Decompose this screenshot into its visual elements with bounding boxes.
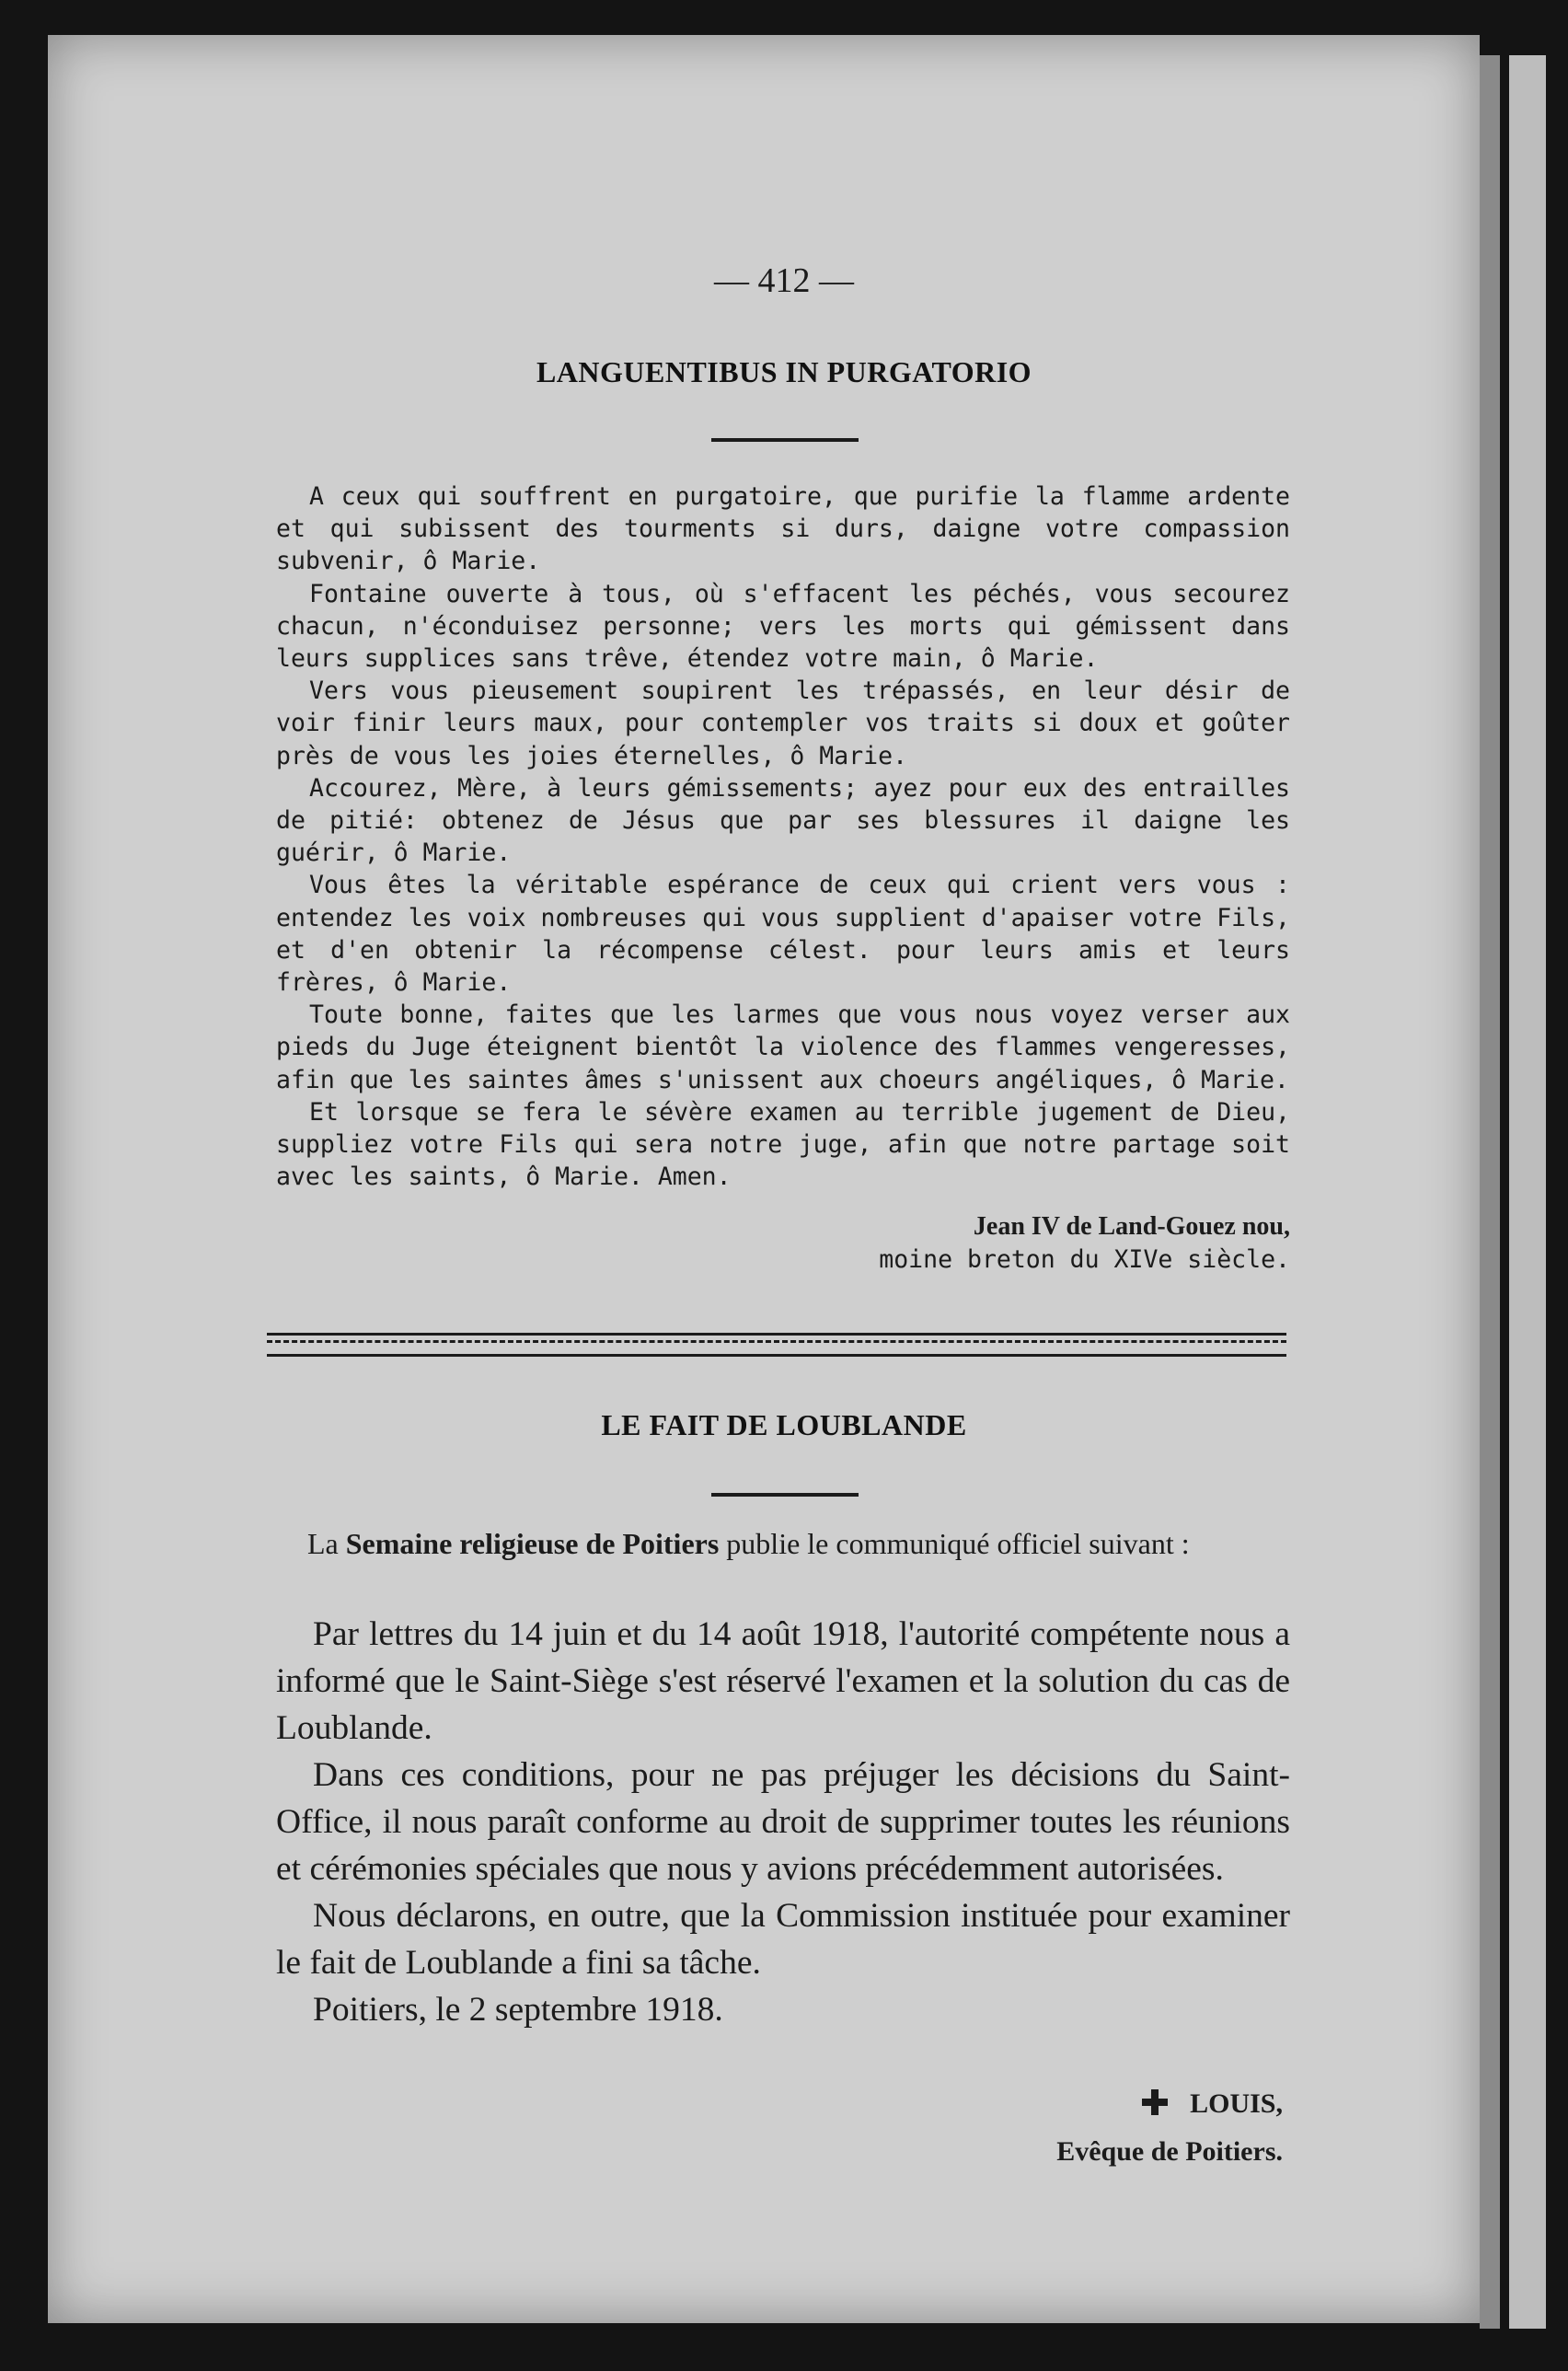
author-description: moine breton du XIVe siècle. (879, 1245, 1290, 1274)
page-number: — 412 — (714, 261, 854, 300)
signature-title: Evêque de Poitiers. (1056, 2136, 1283, 2167)
intro-suffix: publie le communiqué officiel suivant : (719, 1527, 1190, 1560)
communique-date: Poitiers, le 2 septembre 1918. (313, 1991, 723, 2029)
prayer-paragraph: Accourez, Mère, à leurs gémissements; ayez pour eux des entrailles de pitié: obtenez de Jésus que par ses blessures il daigne les guérir, ô Marie. (276, 773, 1290, 868)
divider-dotted-line (267, 1340, 1286, 1343)
next-page-edge (1509, 55, 1546, 2329)
communique-paragraph: Dans ces conditions, pour ne pas préjuger les décisions du Saint-Office, il nous paraît conforme au droit de supprimer toutes les réunions et cérémonies spéciales que nous y avions précédemment autorisées. (276, 1756, 1290, 1888)
publication-name: Semaine religieuse de Poitiers (345, 1527, 720, 1560)
cross-icon (1142, 2089, 1168, 2115)
author-name: Jean IV de Land-Gouez nou, (973, 1212, 1290, 1241)
prayer-paragraph: Vers vous pieusement soupirent les trépassés, en leur désir de voir finir leurs maux, pour contempler vos traits si doux et goûter près de vous les joies éternelles, ô Marie. (276, 677, 1290, 770)
prayer-paragraph: Vous êtes la véritable espérance de ceux qui crient vers vous : entendez les voix nombreuses qui vous supplient d'apaiser votre Fils, et d'en obtenir la récompense célest. pour leurs amis et leurs frères, ô Marie. (276, 871, 1290, 998)
intro-paragraph (276, 1521, 1290, 1567)
communique-paragraph: Par lettres du 14 juin et du 14 août 1918, l'autorité compétente nous a informé que le Saint-Siège s'est réservé l'examen et la solution du cas de Loublande. (276, 1615, 1290, 1747)
divider-line (267, 1354, 1286, 1357)
section-title-purgatorio: LANGUENTIBUS IN PURGATORIO (536, 355, 1032, 388)
section-title-loublande: LE FAIT DE LOUBLANDE (601, 1408, 967, 1441)
title-underline (711, 438, 859, 442)
page-edge-shadow (1480, 55, 1500, 2329)
prayer-attribution (879, 1210, 1290, 1277)
prayer-text (276, 480, 1290, 1193)
communique-paragraph: Nous déclarons, en outre, que la Commission instituée pour examiner le fait de Loublande a fini sa tâche. (276, 1897, 1290, 1982)
prayer-paragraph: Toute bonne, faites que les larmes que vous nous voyez verser aux pieds du Juge éteignent bientôt la violence des flammes vengeresses, afin que les saintes âmes s'unissent aux choeurs angéliques, ô Marie. (276, 1000, 1290, 1094)
official-communique (276, 1611, 1290, 2033)
bishop-signature (1056, 2080, 1283, 2176)
prayer-paragraph: Fontaine ouverte à tous, où s'effacent les péchés, vous secourez chacun, n'éconduisez personne; vers les morts qui gémissent dans leurs supplices sans trêve, étendez votre main, ô Marie. (276, 579, 1290, 674)
section-divider (267, 1333, 1286, 1361)
title-underline (711, 1493, 859, 1497)
intro-prefix: La (307, 1527, 346, 1560)
signature-name: LOUIS, (1190, 2088, 1283, 2119)
prayer-paragraph: A ceux qui souffrent en purgatoire, que purifie la flamme ardente et qui subissent des tourments si durs, daigne votre compassion subvenir, ô Marie. (276, 482, 1290, 576)
prayer-paragraph: Et lorsque se fera le sévère examen au terrible jugement de Dieu, suppliez votre Fils qui sera notre juge, afin que notre partage soit avec les saints, ô Marie. Amen. (276, 1097, 1290, 1192)
divider-line (267, 1333, 1286, 1336)
